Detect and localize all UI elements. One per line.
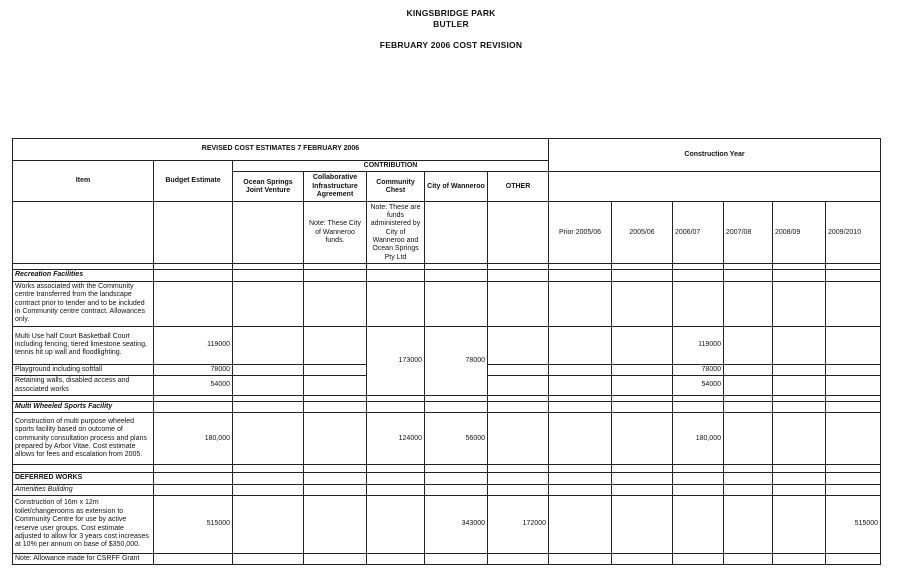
section-amenities-building: Amenities Building — [13, 484, 154, 495]
table-row — [13, 281, 881, 326]
wanneroo-toilet-changerooms: 343000 — [425, 496, 488, 554]
contribution-heading: CONTRIBUTION — [233, 161, 549, 172]
document-subtitle: BUTLER — [433, 19, 469, 29]
year-header-2008-09: 2008/09 — [773, 202, 826, 264]
collaborative-note: Note: These City of Wanneroo funds. — [304, 202, 367, 264]
year-header-2006-07: 2006/07 — [673, 202, 724, 264]
table-header-row — [13, 202, 881, 264]
wanneroo-recreation: 78000 — [425, 326, 488, 395]
section-row — [13, 270, 881, 281]
year-2006-07-playground: 78000 — [673, 364, 724, 375]
document-title: KINGSBRIDGE PARK — [406, 8, 496, 18]
cost-estimate-table — [12, 138, 881, 565]
wanneroo-wheeled-sports: 56000 — [425, 413, 488, 465]
budget-playground: 78000 — [154, 364, 233, 375]
community-chest-recreation: 173000 — [367, 326, 425, 395]
section-recreation-facilities: Recreation Facilities — [13, 270, 154, 281]
section-multi-wheeled-sports: Multi Wheeled Sports Facility — [13, 401, 154, 412]
budget-toilet-changerooms: 515000 — [154, 496, 233, 554]
year-2006-07-wheeled-sports: 180,000 — [673, 413, 724, 465]
item-retaining-walls: Retaining walls, disabled access and associated works — [13, 376, 154, 396]
column-header-collaborative: Collaborative Infrastructure Agreement — [304, 172, 367, 202]
table-row — [13, 326, 881, 364]
item-playground: Playground including softfall — [13, 364, 154, 375]
note-csrff-grant: Note: Allowance made for CSRFF Grant — [13, 554, 154, 565]
table-header-row — [13, 139, 881, 161]
table-row — [13, 413, 881, 465]
year-header-2005-06: 2005/06 — [612, 202, 673, 264]
year-header-prior-2005-06: Prior 2005/06 — [549, 202, 612, 264]
section-row — [13, 401, 881, 412]
table-row — [13, 554, 881, 565]
spacer-row — [13, 465, 881, 473]
column-header-budget: Budget Estimate — [154, 161, 233, 202]
item-toilet-changerooms: Construction of 16m x 12m toilet/changerooms as extension to Community Centre for use by active reserve user groups. Cost estimate adjusted to allow for 3 years cost increases at 10% per annum on base of $350,000. — [13, 496, 154, 554]
construction-year-heading: Construction Year — [549, 139, 881, 172]
column-header-wanneroo: City of Wanneroo — [425, 172, 488, 202]
year-header-2009-2010: 2009/2010 — [826, 202, 881, 264]
item-basketball-court: Multi Use half Court Basketball Court including fencing, tiered limestone seating, tennis hit up wall and floodlighting. — [13, 326, 154, 364]
year-2006-07-basketball-court: 119000 — [673, 326, 724, 364]
item-community-centre: Works associated with the Community centre transferred from the landscape contract prior to tender and to be included in Community centre contract. Allowances only. — [13, 281, 154, 326]
year-2009-2010-toilet-changerooms: 515000 — [826, 496, 881, 554]
budget-basketball-court: 119000 — [154, 326, 233, 364]
budget-wheeled-sports-facility: 180,000 — [154, 413, 233, 465]
budget-retaining-walls: 54000 — [154, 376, 233, 396]
section-row — [13, 484, 881, 495]
community-chest-note: Note: These are funds administered by City of Wanneroo and Ocean Springs Pty Ltd — [367, 202, 425, 264]
column-header-item: Item — [13, 161, 154, 202]
table-row — [13, 496, 881, 554]
community-chest-wheeled-sports: 124000 — [367, 413, 425, 465]
other-toilet-changerooms: 172000 — [488, 496, 549, 554]
column-header-other: OTHER — [488, 172, 549, 202]
section-row — [13, 473, 881, 484]
item-wheeled-sports-facility: Construction of multi purpose wheeled sports facility based on outcome of community consultation process and plans prepared by Arbor Vitae. Cost estimate allows for fees and escalation from 2005. — [13, 413, 154, 465]
column-header-community-chest: Community Chest — [367, 172, 425, 202]
revised-estimates-heading: REVISED COST ESTIMATES 7 FEBRUARY 2006 — [13, 139, 549, 161]
year-2006-07-retaining-walls: 54000 — [673, 376, 724, 396]
document-revision-title: FEBRUARY 2006 COST REVISION — [379, 40, 523, 50]
year-header-2007-08: 2007/08 — [724, 202, 773, 264]
section-deferred-works: DEFERRED WORKS — [13, 473, 154, 484]
column-header-ocean-springs: Ocean Springs Joint Venture — [233, 172, 304, 202]
